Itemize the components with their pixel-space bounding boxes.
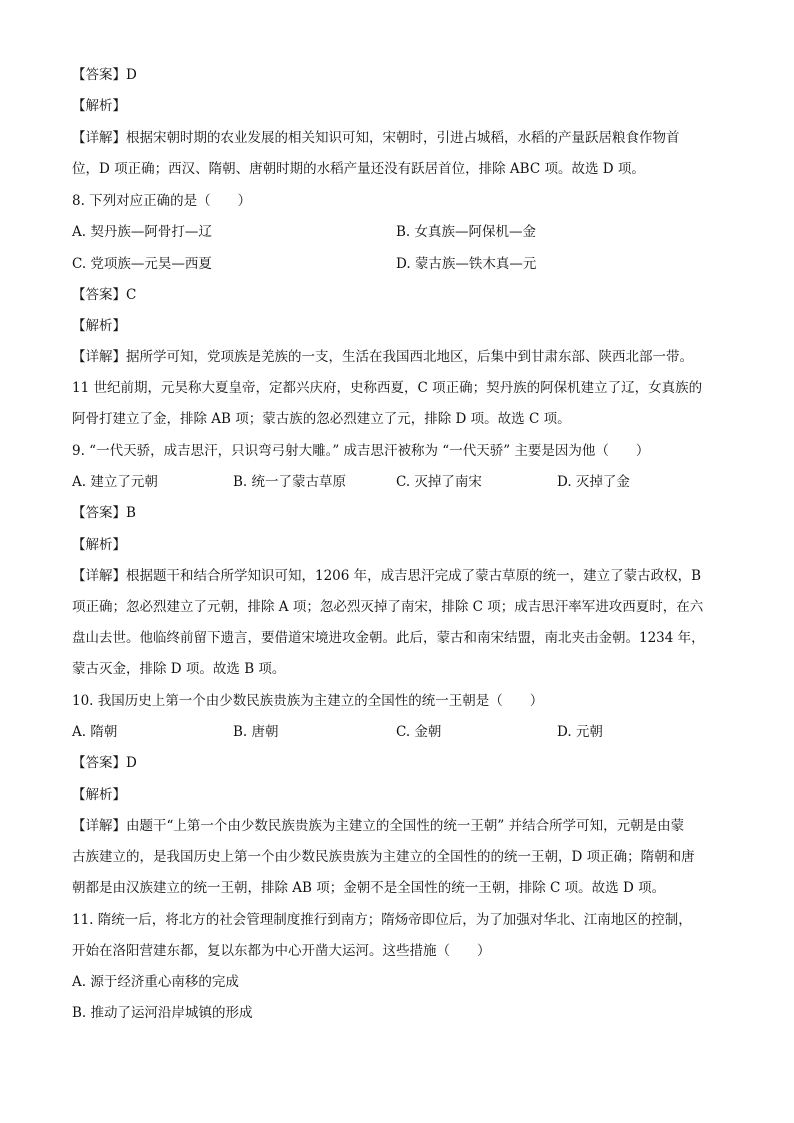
- q10-option-d: D. 元朝: [557, 724, 603, 740]
- q10-option-b: B. 唐朝: [233, 724, 279, 740]
- explanation-text: 阿骨打建立了金，排除 AB 项；蒙古族的忽必烈建立了元，排除 D 项。故选 C 项。: [72, 411, 571, 427]
- q11-option-b: B. 推动了运河沿岸城镇的形成: [72, 1005, 253, 1021]
- analysis-label: 【解析】: [72, 537, 126, 553]
- q8-option-a: A. 契丹族—阿骨打—辽: [72, 224, 212, 240]
- analysis-label: 【解析】: [72, 787, 126, 803]
- answer-label: 【答案】C: [72, 287, 137, 303]
- q8-option-d: D. 蒙古族—铁木真—元: [396, 256, 537, 272]
- explanation-text: 古族建立的，是我国历史上第一个由少数民族贵族为主建立的全国性的的统一王朝，D 项正确；隋朝和唐: [72, 849, 695, 865]
- analysis-label: 【解析】: [72, 98, 126, 114]
- question-9-stem: 9. “一代天骄，成吉思汗，只识弯弓射大雕。” 成吉思汗被称为 “一代天骄” 主要是因为他（ ）: [72, 443, 650, 459]
- answer-label: 【答案】D: [72, 67, 137, 83]
- answer-label: 【答案】B: [72, 505, 136, 521]
- question-11-stem: 开始在洛阳营建东都，复以东都为中心开凿大运河。这些措施（ ）: [72, 943, 491, 959]
- q9-option-b: B. 统一了蒙古草原: [233, 474, 347, 490]
- q11-option-a: A. 源于经济重心南移的完成: [72, 974, 239, 990]
- explanation-text: 【详解】根据宋朝时期的农业发展的相关知识可知，宋朝时，引进占城稻，水稻的产量跃居粮食作物首: [72, 130, 680, 146]
- explanation-text: 【详解】据所学可知，党项族是羌族的一支，生活在我国西北地区，后集中到甘肃东部、陕西北部一带。: [72, 349, 693, 365]
- q10-option-a: A. 隋朝: [72, 724, 118, 740]
- explanation-text: 盘山去世。他临终前留下遗言，要借道宋境进攻金朝。此后，蒙古和南宋结盟，南北夹击金朝。1234 年，: [72, 630, 705, 646]
- explanation-text: 朝都是由汉族建立的统一王朝，排除 AB 项；金朝不是全国性的统一王朝，排除 C 项。故选 D 项。: [72, 880, 666, 896]
- q9-option-c: C. 灭掉了南宋: [396, 474, 482, 490]
- q9-option-d: D. 灭掉了金: [557, 474, 630, 490]
- question-11-stem: 11. 隋统一后，将北方的社会管理制度推行到南方；隋炀帝即位后，为了加强对华北、江南地区的控制，: [72, 912, 692, 928]
- question-10-stem: 10. 我国历史上第一个由少数民族贵族为主建立的全国性的统一王朝是（ ）: [72, 693, 544, 709]
- explanation-text: 位，D 项正确；西汉、隋朝、唐朝时期的水稻产量还没有跃居首位，排除 ABC 项。故选 D 项。: [72, 161, 645, 177]
- q10-option-c: C. 金朝: [396, 724, 442, 740]
- q8-option-b: B. 女真族—阿保机—金: [396, 224, 537, 240]
- explanation-text: 项正确；忽必烈建立了元朝，排除 A 项；忽必烈灭掉了南宋，排除 C 项；成吉思汗率军进攻西夏时，在六: [72, 599, 704, 615]
- q9-option-a: A. 建立了元朝: [72, 474, 158, 490]
- explanation-text: 11 世纪前期，元昊称大夏皇帝，定都兴庆府，史称西夏，C 项正确；契丹族的阿保机建立了辽，女真族的: [72, 380, 703, 396]
- explanation-text: 【详解】根据题干和结合所学知识可知，1206 年，成吉思汗完成了蒙古草原的统一，建立了蒙古政权，B: [72, 568, 702, 584]
- explanation-text: 【详解】由题干“上第一个由少数民族贵族为主建立的全国性的统一王朝” 并结合所学可知，元朝是由蒙: [72, 818, 685, 834]
- answer-label: 【答案】D: [72, 755, 137, 771]
- explanation-text: 蒙古灭金，排除 D 项。故选 B 项。: [72, 661, 286, 677]
- question-8-stem: 8. 下列对应正确的是（ ）: [72, 193, 252, 209]
- analysis-label: 【解析】: [72, 318, 126, 334]
- q8-option-c: C. 党项族—元昊—西夏: [72, 256, 212, 272]
